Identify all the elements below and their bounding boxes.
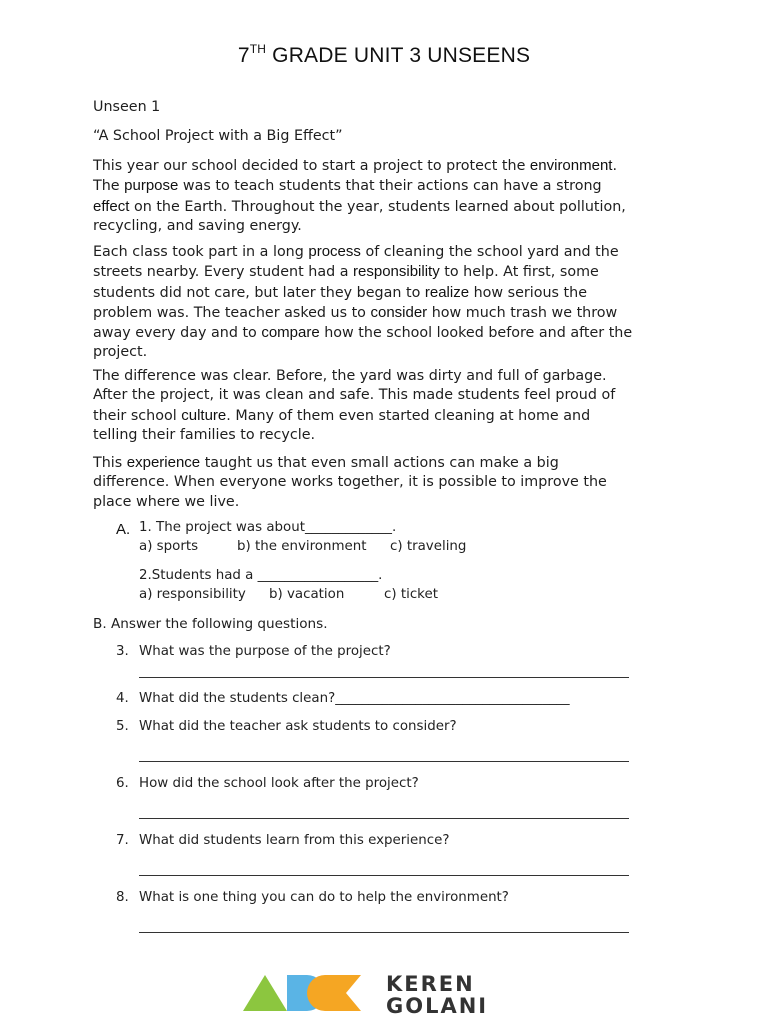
question-2-option-c: c) ticket (384, 587, 438, 602)
question-4: 4. What did the students clean?___________________________________ (116, 691, 570, 706)
section-b-heading: B. Answer the following questions. (93, 616, 328, 632)
answer-line-6[interactable] (139, 818, 629, 819)
logo-text-line-1: KEREN (386, 972, 475, 996)
logo-orange-c-shape (307, 975, 361, 1011)
answer-line-7[interactable] (139, 875, 629, 876)
question-5: 5. What did the teacher ask students to consider? (116, 719, 457, 734)
paragraph-1: This year our school decided to start a project to protect the environment. The purpose was to teach students that their actions can have a strong effect on the Earth. Throughout the year, students learned about pollution, recycling, and saving energy. (93, 157, 626, 234)
logo-green-triangle (243, 975, 287, 1011)
question-1-text: 1. The project was about_____________. (139, 520, 397, 535)
paragraph-3: The difference was clear. Before, the yard was dirty and full of garbage. After the project, it was clean and safe. This made students feel proud of their school culture. Many of them even started cleaning at home and telling their families to recycle. (93, 368, 616, 443)
question-6: 6. How did the school look after the project? (116, 776, 419, 791)
question-1-option-a: a) sports (139, 539, 199, 554)
answer-line-8[interactable] (139, 932, 629, 933)
question-7: 7. What did students learn from this experience? (116, 833, 450, 848)
question-2-text: 2.Students had a __________________. (139, 568, 383, 583)
question-8: 8. What is one thing you can do to help the environment? (116, 890, 509, 905)
unseen-label: Unseen 1 (93, 99, 161, 115)
question-1-option-b: b) the environment (237, 539, 367, 554)
question-3: 3. What was the purpose of the project? (116, 644, 391, 659)
logo-text-line-2: GOLANI (386, 994, 489, 1018)
section-a-marker: A. (116, 521, 131, 538)
answer-line-3[interactable] (139, 677, 629, 678)
question-2-option-a: a) responsibility (139, 587, 246, 602)
question-1-option-c: c) traveling (390, 539, 467, 554)
paragraph-2: Each class took part in a long process of cleaning the school yard and the streets nearby. Every student had a responsibility to help. At first, some students did not care, but later they began to realize how serious the problem was. The teacher asked us to consider how much trash we throw away every day and to compare how the school looked before and after the project. (93, 243, 633, 361)
paragraph-4: This experience taught us that even small actions can make a big difference. When everyone works together, it is possible to improve the place where we live. (93, 454, 607, 510)
story-title: “A School Project with a Big Effect” (93, 128, 343, 144)
question-2-option-b: b) vacation (269, 587, 345, 602)
page-title: 7TH GRADE UNIT 3 UNSEENS (237, 42, 531, 67)
answer-line-5[interactable] (139, 761, 629, 762)
